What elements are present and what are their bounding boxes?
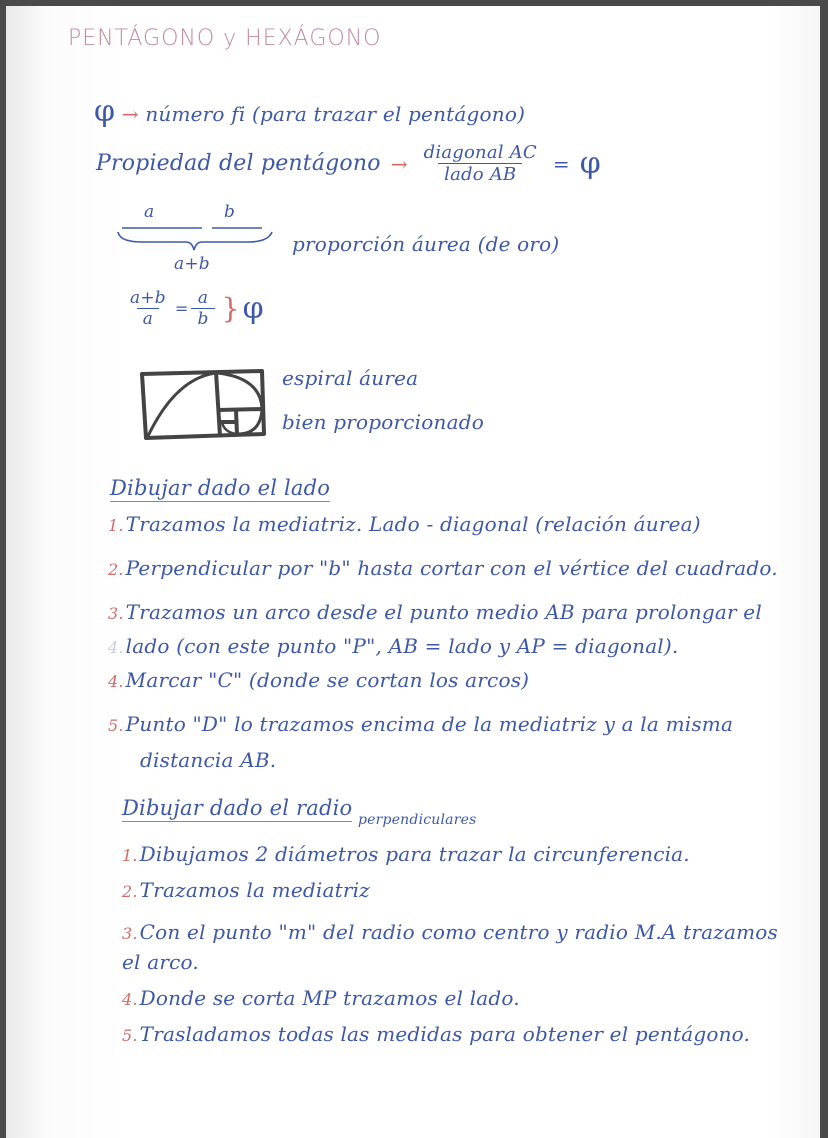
step-number: 1. (108, 516, 124, 535)
step-text: Punto "D" lo trazamos encima de la mediatriz y a la misma (125, 712, 734, 736)
brace-icon: } (221, 292, 240, 325)
step-number: 3. (122, 924, 138, 943)
step-number: 2. (122, 882, 138, 901)
step-text: el arco. (122, 950, 199, 974)
arrow-icon: → (121, 102, 139, 126)
equation-left-numerator: a+b (130, 288, 166, 308)
radius-step-5 (122, 1022, 750, 1046)
phi-symbol: φ (579, 146, 601, 181)
step-text: Trazamos la mediatriz (139, 878, 370, 902)
phi-symbol: φ (94, 94, 116, 129)
fraction-numerator: diagonal AC (423, 142, 537, 163)
side-step-4 (108, 668, 529, 692)
step-text: Con el punto "m" del radio como centro y radio M.A trazamos (139, 920, 778, 944)
step-number: 5. (122, 1026, 138, 1045)
side-step-1 (108, 512, 701, 536)
side-step-5-continued (140, 748, 276, 772)
step-number: 5. (108, 716, 124, 735)
spiral-label-2: bien proporcionado (282, 410, 484, 434)
step-number: 1. (122, 846, 138, 865)
side-step-5 (108, 712, 733, 736)
segment-a-label: a (144, 202, 155, 222)
equation-right-denominator: b (191, 308, 214, 329)
step-number: 4. (122, 990, 138, 1009)
section-heading-side: Dibujar dado el lado (110, 476, 331, 500)
phi-symbol: φ (242, 291, 264, 326)
step-text: lado (con este punto "P", AB = lado y AP = diagonal). (125, 634, 679, 658)
equation-right-fraction (191, 288, 214, 329)
property-fraction (418, 142, 543, 185)
step-number: 3. (108, 604, 124, 623)
segment-brace-icon (112, 220, 282, 254)
notebook-page (6, 6, 820, 1138)
equation-right-numerator: a (197, 288, 209, 308)
segment-b-label: b (224, 202, 236, 222)
radius-step-3-continued (122, 950, 199, 974)
side-step-2 (108, 556, 778, 580)
side-step-3-continued (108, 634, 678, 658)
segment-sum-label: a+b (174, 254, 210, 274)
side-step-3 (108, 600, 762, 624)
step-text: Donde se corta MP trazamos el lado. (139, 986, 520, 1010)
radius-step-4 (122, 986, 520, 1010)
golden-ratio-description: proporción áurea (de oro) (292, 232, 560, 256)
step-text: Perpendicular por "b" hasta cortar con el vértice del cuadrado. (125, 556, 778, 580)
step-text: Trazamos un arco desde el punto medio AB para prolongar el (125, 600, 762, 624)
step-text: Trazamos la mediatriz. Lado - diagonal (relación áurea) (125, 512, 701, 536)
step-text: Dibujamos 2 diámetros para trazar la circunferencia. (139, 842, 690, 866)
equation-left-fraction (124, 288, 172, 329)
phi-definition-line (94, 94, 525, 129)
spiral-label-1: espiral áurea (282, 366, 419, 390)
section-heading-radius: Dibujar dado el radio (122, 796, 353, 820)
phi-definition-text: número fi (para trazar el pentágono) (145, 102, 526, 126)
arrow-icon: → (390, 151, 408, 176)
step-text: distancia AB. (140, 748, 277, 772)
pentagon-property-line (96, 142, 601, 185)
golden-ratio-equation (124, 288, 264, 329)
radius-step-3 (122, 920, 778, 944)
step-text: Marcar "C" (donde se cortan los arcos) (125, 668, 530, 692)
step-text: Trasladamos todas las medidas para obtener el pentágono. (139, 1022, 751, 1046)
step-number: 4. (108, 638, 124, 657)
equals-sign: = (552, 151, 570, 176)
step-number: 2. (108, 560, 124, 579)
fraction-denominator: lado AB (438, 163, 522, 185)
equation-left-denominator: a (137, 308, 159, 329)
golden-segments-diagram (112, 202, 282, 282)
page-title: PENTÁGONO y HEXÁGONO (68, 26, 382, 51)
radius-step-2 (122, 878, 370, 902)
equals-sign: = (174, 299, 189, 318)
perpendiculares-annotation: perpendiculares (358, 812, 477, 828)
step-number: 4. (108, 672, 124, 691)
golden-spiral-sketch-icon (138, 368, 270, 440)
property-label: Propiedad del pentágono (96, 151, 381, 176)
radius-step-1 (122, 842, 690, 866)
